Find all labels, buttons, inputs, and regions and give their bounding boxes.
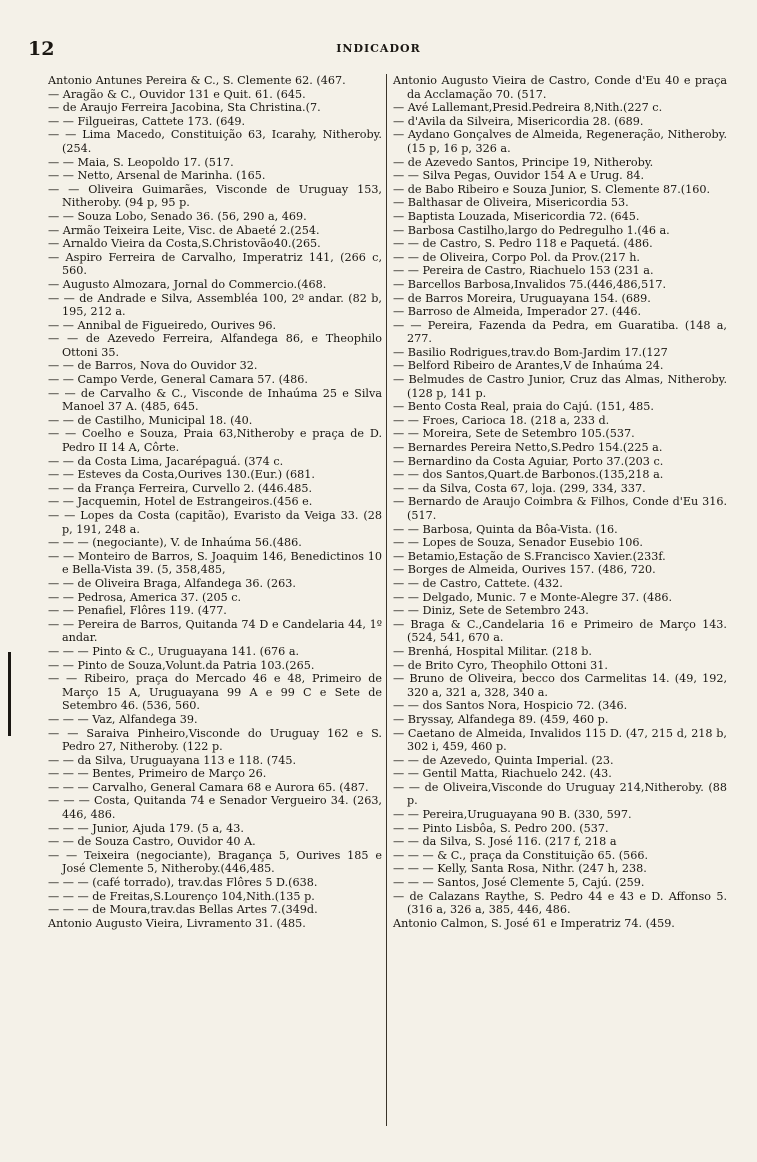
- directory-entry: — Bento Costa Real, praia do Cajú. (151, 485.: [393, 400, 654, 414]
- directory-entry: — — — Costa, Quitanda 74 e Senador Vergueiro 34. (263, 446, 486.: [48, 794, 382, 822]
- directory-entry: Antonio Antunes Pereira & C., S. Clemente 62. (467.: [48, 74, 346, 87]
- directory-entry: — — Gentil Matta, Riachuelo 242. (43.: [393, 767, 612, 781]
- directory-entry: — Caetano de Almeida, Invalidos 115 D. (47, 215 d, 218 b, 302 i, 459, 460 p.: [393, 726, 727, 754]
- directory-entry: — — de Oliveira,Visconde do Uruguay 214,Nitheroby. (88 p.: [393, 780, 727, 808]
- directory-entry: — Belford Ribeiro de Arantes,V de Inhaúma 24.: [393, 359, 664, 373]
- directory-entry: — Balthasar de Oliveira, Misericordia 53.: [393, 196, 629, 210]
- directory-entry: — — de Souza Castro, Ouvidor 40 A.: [48, 835, 256, 849]
- directory-entry: — Brenhá, Hospital Militar. (218 b.: [393, 644, 592, 658]
- directory-entry: — — dos Santos,Quart.de Barbonos.(135,218 a.: [393, 468, 664, 482]
- directory-entry: — — Monteiro de Barros, S. Joaquim 146, Benedictinos 10 e Bella-Vista 39. (5, 358,485,: [48, 549, 382, 577]
- directory-entry: — — — (negociante), V. de Inhaúma 56.(486.: [48, 536, 302, 550]
- directory-entry: — Aragão & C., Ouvidor 131 e Quit. 61. (645.: [48, 87, 306, 101]
- directory-entry: — Bernardo de Araujo Coimbra & Filhos, Conde d'Eu 316. (517.: [393, 495, 727, 522]
- directory-entry: — — da Silva, S. José 116. (217 f, 218 a: [393, 835, 617, 849]
- directory-entry: — — — (café torrado), trav.das Flôres 5 D.(638.: [48, 876, 318, 890]
- directory-entry: — — da Silva, Uruguayana 113 e 118. (745.: [48, 753, 297, 767]
- directory-entry: — — Pedrosa, America 37. (205 c.: [48, 590, 242, 604]
- directory-entry: — Borges de Almeida, Ourives 157. (486, 720.: [393, 563, 656, 577]
- directory-entry: — — Moreira, Sete de Setembro 105.(537.: [393, 427, 635, 441]
- directory-entry: — Basilio Rodrigues,trav.do Bom-Jardim 17.(127: [393, 345, 668, 359]
- directory-entry: — — de Oliveira Braga, Alfandega 36. (263.: [48, 576, 296, 590]
- directory-entry: — — de Carvalho & C., Visconde de Inhaúma 25 e Silva Manoel 37 A. (485, 645.: [48, 386, 382, 414]
- directory-entry: — — de Azevedo Ferreira, Alfandega 86, e Theophilo Ottoni 35.: [48, 332, 382, 359]
- directory-entry: — — Delgado, Munic. 7 e Monte-Alegre 37. (486.: [393, 590, 673, 604]
- directory-entry: — — de Azevedo, Quinta Imperial. (23.: [393, 753, 614, 767]
- directory-entry: — de Barros Moreira, Uruguayana 154. (689.: [393, 291, 651, 305]
- directory-entry: — — Esteves da Costa,Ourives 130.(Eur.) (681.: [48, 468, 315, 482]
- directory-entry: — — Campo Verde, General Camara 57. (486.: [48, 373, 308, 387]
- directory-entry: — — Oliveira Guimarães, Visconde de Uruguay 153, Nitheroby. (94 p, 95 p.: [48, 182, 382, 210]
- directory-entry: — — Pereira de Barros, Quitanda 74 D e Candelaria 44, 1º andar.: [48, 617, 382, 645]
- directory-entry: — — de Barros, Nova do Ouvidor 32.: [48, 359, 258, 373]
- directory-entry: — — da Silva, Costa 67, loja. (299, 334, 337.: [393, 481, 646, 495]
- directory-entry: — de Araujo Ferreira Jacobina, Sta Christina.(7.: [48, 101, 321, 115]
- directory-entry: — de Brito Cyro, Theophilo Ottoni 31.: [393, 658, 608, 672]
- directory-entry: — Bryssay, Alfandega 89. (459, 460 p.: [393, 712, 609, 726]
- directory-entry: — Aydano Gonçalves de Almeida, Regeneração, Nitheroby. (15 p, 16 p, 326 a.: [393, 128, 727, 155]
- directory-entry: — Barcellos Barbosa,Invalidos 75.(446,486,517.: [393, 277, 667, 291]
- directory-entry: — — de Castro, Cattete. (432.: [393, 576, 563, 590]
- directory-entry: — — de Andrade e Silva, Assembléa 100, 2º andar. (82 b, 195, 212 a.: [48, 291, 382, 319]
- directory-entry: — — Penafiel, Flôres 119. (477.: [48, 604, 227, 618]
- directory-entry: Antonio Calmon, S. José 61 e Imperatriz 74. (459.: [393, 916, 675, 930]
- directory-entry: — Aspiro Ferreira de Carvalho, Imperatriz 141, (266 c, 560.: [48, 250, 382, 278]
- directory-entry: — Braga & C.,Candelaria 16 e Primeiro de Março 143. (524, 541, 670 a.: [393, 617, 727, 645]
- directory-entry: — de Azevedo Santos, Principe 19, Nitheroby.: [393, 155, 654, 169]
- directory-entry: Antonio Augusto Vieira, Livramento 31. (485.: [48, 916, 306, 930]
- directory-entry: — — de Castilho, Municipal 18. (40.: [48, 413, 253, 427]
- directory-entry: — — Filgueiras, Cattete 173. (649.: [48, 114, 246, 128]
- directory-entry: — — Coelho e Souza, Praia 63,Nitheroby e praça de D. Pedro II 14 A, Côrte.: [48, 427, 382, 455]
- directory-entry: — — — Santos, José Clemente 5, Cajú. (259.: [393, 876, 645, 890]
- directory-entry: — Bernardes Pereira Netto,S.Pedro 154.(225 a.: [393, 441, 663, 455]
- directory-entry: — — Jacquemin, Hotel de Estrangeiros.(456 e.: [48, 495, 313, 509]
- directory-entry: — — Saraiva Pinheiro,Visconde do Uruguay 162 e S. Pedro 27, Nitheroby. (122 p.: [48, 726, 382, 754]
- directory-columns: [48, 74, 727, 1126]
- directory-entry: — — Souza Lobo, Senado 36. (56, 290 a, 469.: [48, 209, 307, 223]
- directory-entry: — — Teixeira (negociante), Bragança 5, Ourives 185 e José Clemente 5, Nitheroby.(446,485.: [48, 848, 382, 876]
- directory-entry: Antonio Augusto Vieira de Castro, Conde d'Eu 40 e praça da Acclamação 70. (517.: [393, 74, 727, 101]
- directory-entry: — — Maia, S. Leopoldo 17. (517.: [48, 155, 234, 169]
- directory-entry: — — Annibal de Figueiredo, Ourives 96.: [48, 318, 277, 332]
- directory-entry: — — dos Santos Nora, Hospicio 72. (346.: [393, 699, 628, 713]
- directory-entry: — — Pereira,Uruguayana 90 B. (330, 597.: [393, 808, 632, 822]
- running-head: INDICADOR: [336, 42, 421, 55]
- directory-entry: — Augusto Almozara, Jornal do Commercio.(468.: [48, 277, 327, 291]
- directory-entry: — — — & C., praça da Constituição 65. (566.: [393, 848, 649, 862]
- directory-entry: — — — Kelly, Santa Rosa, Nithr. (247 h, 238.: [393, 862, 647, 876]
- directory-entry: — — — Pinto & C., Uruguayana 141. (676 a.: [48, 644, 300, 658]
- directory-entry: — Betamio,Estação de S.Francisco Xavier.(233f.: [393, 549, 666, 563]
- left-column: [48, 74, 387, 1126]
- directory-entry: — d'Avila da Silveira, Misericordia 28. (689.: [393, 114, 644, 128]
- directory-entry: — — Ribeiro, praça do Mercado 46 e 48, Primeiro de Março 15 A, Uruguayana 99 A e 99 C e Sete de Setembro 46. (536, 560.: [48, 672, 382, 713]
- directory-entry: — — — de Moura,trav.das Bellas Artes 7.(349d.: [48, 903, 318, 917]
- directory-entry: — — Lima Macedo, Constituição 63, Icarahy, Nitheroby. (254.: [48, 128, 382, 155]
- directory-entry: — — — Bentes, Primeiro de Março 26.: [48, 767, 267, 781]
- directory-entry: — — Lopes de Souza, Senador Eusebio 106.: [393, 536, 643, 550]
- directory-entry: — Armão Teixeira Leite, Visc. de Abaeté 2.(254.: [48, 223, 320, 237]
- margin-mark: [8, 652, 11, 736]
- directory-entry: — — de Oliveira, Corpo Pol. da Prov.(217 h.: [393, 250, 640, 264]
- directory-entry: — — Silva Pegas, Ouvidor 154 A e Urug. 84.: [393, 169, 645, 183]
- directory-entry: — — Barbosa, Quinta da Bôa-Vista. (16.: [393, 522, 618, 536]
- directory-entry: — — Froes, Carioca 18. (218 a, 233 d.: [393, 413, 610, 427]
- directory-entry: — — Pereira, Fazenda da Pedra, em Guaratiba. (148 a, 277.: [393, 318, 727, 346]
- directory-entry: — — Lopes da Costa (capitão), Evaristo da Veiga 33. (28 p, 191, 248 a.: [48, 509, 382, 536]
- directory-entry: — — Pereira de Castro, Riachuelo 153 (231 a.: [393, 264, 654, 278]
- directory-entry: — — — Carvalho, General Camara 68 e Aurora 65. (487.: [48, 780, 369, 794]
- directory-entry: — Barbosa Castilho,largo do Pedregulho 1.(46 a.: [393, 223, 670, 237]
- directory-entry: — Baptista Louzada, Misericordia 72. (645.: [393, 209, 640, 223]
- page-number: 12: [28, 38, 55, 60]
- directory-entry: — Avé Lallemant,Presid.Pedreira 8,Nith.(227 c.: [393, 101, 663, 115]
- directory-entry: — Bruno de Oliveira, becco dos Carmelitas 14. (49, 192, 320 a, 321 a, 328, 340 a.: [393, 672, 727, 699]
- directory-entry: — — de Castro, S. Pedro 118 e Paquetá. (486.: [393, 237, 653, 251]
- directory-entry: — Bernardino da Costa Aguiar, Porto 37.(203 c.: [393, 454, 664, 468]
- directory-entry: — — Pinto Lisbôa, S. Pedro 200. (537.: [393, 821, 609, 835]
- directory-entry: — — da França Ferreira, Curvello 2. (446.485.: [48, 481, 313, 495]
- directory-entry: — de Babo Ribeiro e Souza Junior, S. Clemente 87.(160.: [393, 182, 711, 196]
- directory-entry: — — da Costa Lima, Jacarépaguá. (374 c.: [48, 454, 284, 468]
- directory-entry: — Arnaldo Vieira da Costa,S.Christovão40.(265.: [48, 237, 321, 251]
- directory-entry: — — — de Freitas,S.Lourenço 104,Nith.(135 p.: [48, 889, 315, 903]
- right-column: [387, 74, 727, 1126]
- directory-entry: — — — Junior, Ajuda 179. (5 a, 43.: [48, 821, 244, 835]
- directory-entry: — Belmudes de Castro Junior, Cruz das Almas, Nitheroby. (128 p, 141 p.: [393, 373, 727, 400]
- directory-entry: — — — Vaz, Alfandega 39.: [48, 712, 198, 726]
- directory-entry: — de Calazans Raythe, S. Pedro 44 e 43 e D. Affonso 5. (316 a, 326 a, 385, 446, 486.: [393, 889, 727, 917]
- directory-entry: — — Pinto de Souza,Volunt.da Patria 103.(265.: [48, 658, 315, 672]
- directory-entry: — — Diniz, Sete de Setembro 243.: [393, 604, 589, 618]
- directory-entry: — Barroso de Almeida, Imperador 27. (446.: [393, 305, 642, 319]
- directory-entry: — — Netto, Arsenal de Marinha. (165.: [48, 169, 266, 183]
